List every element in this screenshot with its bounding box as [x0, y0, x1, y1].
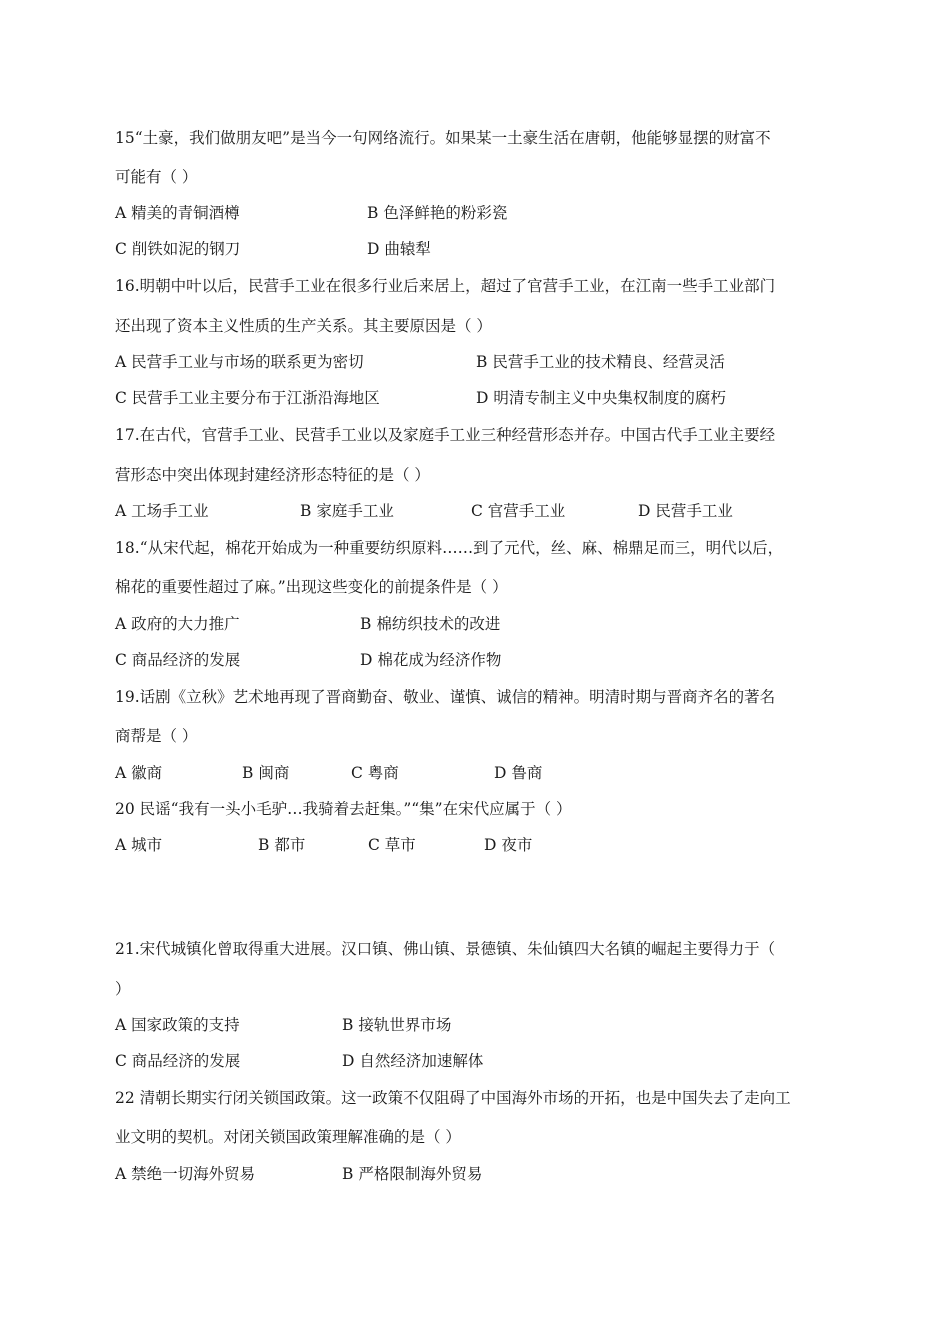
question-15-stem-line-1: 15“土豪，我们做朋友吧”是当今一句网络流行。如果某一土豪生活在唐朝，他能够显摆的财富不 [115, 129, 771, 147]
question-17-option-a: A 工场手工业 [115, 502, 209, 520]
question-19-option-d: D 鲁商 [494, 764, 543, 782]
question-18-option-d: D 棉花成为经济作物 [360, 651, 502, 669]
question-15-option-b: B 色泽鲜艳的粉彩瓷 [367, 204, 508, 222]
question-16-option-d: D 明清专制主义中央集权制度的腐朽 [476, 389, 726, 407]
question-21-option-b: B 接轨世界市场 [342, 1016, 452, 1034]
question-19-stem-line-1: 19.话剧《立秋》艺术地再现了晋商勤奋、敬业、谨慎、诚信的精神。明清时期与晋商齐名的著名 [115, 688, 776, 706]
question-22-option-b: B 严格限制海外贸易 [342, 1165, 483, 1183]
question-22-stem-line-1: 22 清朝长期实行闭关锁国政策。这一政策不仅阻碍了中国海外市场的开拓，也是中国失去了走向工 [115, 1089, 791, 1107]
question-19-stem-line-2: 商帮是（ ） [115, 727, 198, 745]
question-16-option-c: C 民营手工业主要分布于江浙沿海地区 [115, 389, 380, 407]
question-20-option-b: B 都市 [258, 836, 306, 854]
question-16-option-b: B 民营手工业的技术精良、经营灵活 [476, 353, 725, 371]
question-22-stem-line-2: 业文明的契机。对闭关锁国政策理解准确的是（ ） [115, 1128, 461, 1146]
question-19-option-a: A 徽商 [115, 764, 163, 782]
question-19-option-c: C 粤商 [351, 764, 399, 782]
question-16-stem-line-1: 16.明朝中叶以后，民营手工业在很多行业后来居上，超过了官营手工业，在江南一些手工业部门 [115, 277, 776, 295]
question-18-stem-line-1: 18.“从宋代起，棉花开始成为一种重要纺织原料……到了元代，丝、麻、棉鼎足而三，明代以后， [115, 539, 784, 557]
question-18-option-c: C 商品经济的发展 [115, 651, 241, 669]
question-16-stem-line-2: 还出现了资本主义性质的生产关系。其主要原因是（ ） [115, 317, 492, 335]
question-17-option-d: D 民营手工业 [638, 502, 733, 520]
question-21-stem-line-2: ） [115, 980, 131, 998]
question-21-stem-line-1: 21.宋代城镇化曾取得重大进展。汉口镇、佛山镇、景德镇、朱仙镇四大名镇的崛起主要得力于（ [115, 940, 776, 958]
question-17-stem-line-1: 17.在古代，官营手工业、民营手工业以及家庭手工业三种经营形态并存。中国古代手工业主要经 [115, 426, 776, 444]
question-19-option-b: B 闽商 [242, 764, 290, 782]
question-15-option-a: A 精美的青铜酒樽 [115, 204, 240, 222]
question-15-stem-line-2: 可能有（ ） [115, 168, 198, 186]
question-20-option-c: C 草市 [368, 836, 416, 854]
question-16-option-a: A 民营手工业与市场的联系更为密切 [115, 353, 364, 371]
question-21-option-c: C 商品经济的发展 [115, 1052, 241, 1070]
question-18-stem-line-2: 棉花的重要性超过了麻。”出现这些变化的前提条件是（ ） [115, 578, 508, 596]
question-21-option-d: D 自然经济加速解体 [342, 1052, 484, 1070]
question-22-option-a: A 禁绝一切海外贸易 [115, 1165, 256, 1183]
question-20-stem-line-1: 20 民谣“我有一头小毛驴…我骑着去赶集。”“集”在宋代应属于（ ） [115, 800, 572, 818]
question-20-option-a: A 城市 [115, 836, 163, 854]
question-21-option-a: A 国家政策的支持 [115, 1016, 240, 1034]
question-18-option-a: A 政府的大力推广 [115, 615, 240, 633]
question-17-option-c: C 官营手工业 [471, 502, 566, 520]
question-15-option-c: C 削铁如泥的钢刀 [115, 240, 241, 258]
question-20-option-d: D 夜市 [484, 836, 533, 854]
question-18-option-b: B 棉纺织技术的改进 [360, 615, 501, 633]
question-15-option-d: D 曲辕犁 [367, 240, 431, 258]
question-17-option-b: B 家庭手工业 [300, 502, 394, 520]
question-17-stem-line-2: 营形态中突出体现封建经济形态特征的是（ ） [115, 466, 430, 484]
